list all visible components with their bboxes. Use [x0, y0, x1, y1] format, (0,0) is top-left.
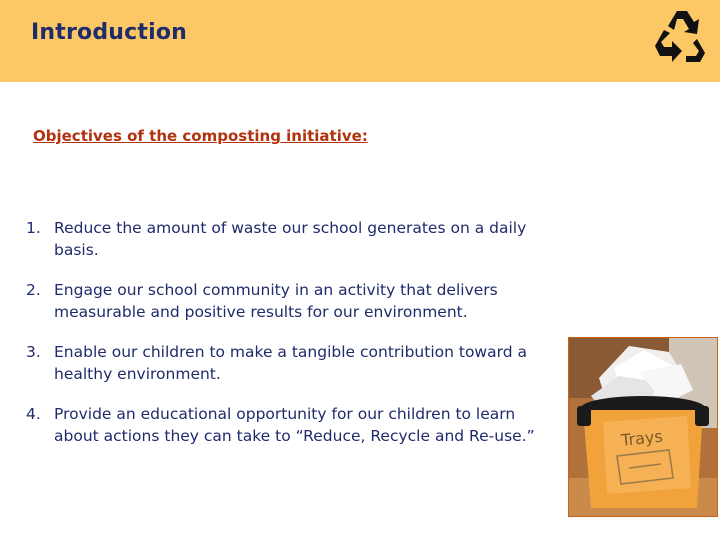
compost-bin-photo	[568, 337, 718, 517]
list-number: 3.	[26, 343, 41, 361]
list-item	[26, 279, 546, 323]
objectives-heading: Objectives of the composting initiative:	[33, 127, 368, 145]
list-item	[26, 403, 546, 447]
list-number: 2.	[26, 281, 41, 299]
list-number: 4.	[26, 405, 41, 423]
page-title: Introduction	[31, 20, 188, 45]
list-text: Engage our school community in an activity that delivers measurable and positive results for our environment.	[54, 281, 498, 321]
objectives-list	[26, 217, 546, 465]
recycle-icon	[650, 6, 708, 68]
bin-label: Trays	[620, 426, 664, 450]
list-text: Provide an educational opportunity for our children to learn about actions they can take to “Reduce, Recycle and Re-use.”	[54, 405, 535, 445]
list-item	[26, 341, 546, 385]
list-item	[26, 217, 546, 261]
list-text: Reduce the amount of waste our school generates on a daily basis.	[54, 219, 527, 259]
header-bar	[0, 0, 720, 82]
list-number: 1.	[26, 219, 41, 237]
list-text: Enable our children to make a tangible contribution toward a healthy environment.	[54, 343, 527, 383]
